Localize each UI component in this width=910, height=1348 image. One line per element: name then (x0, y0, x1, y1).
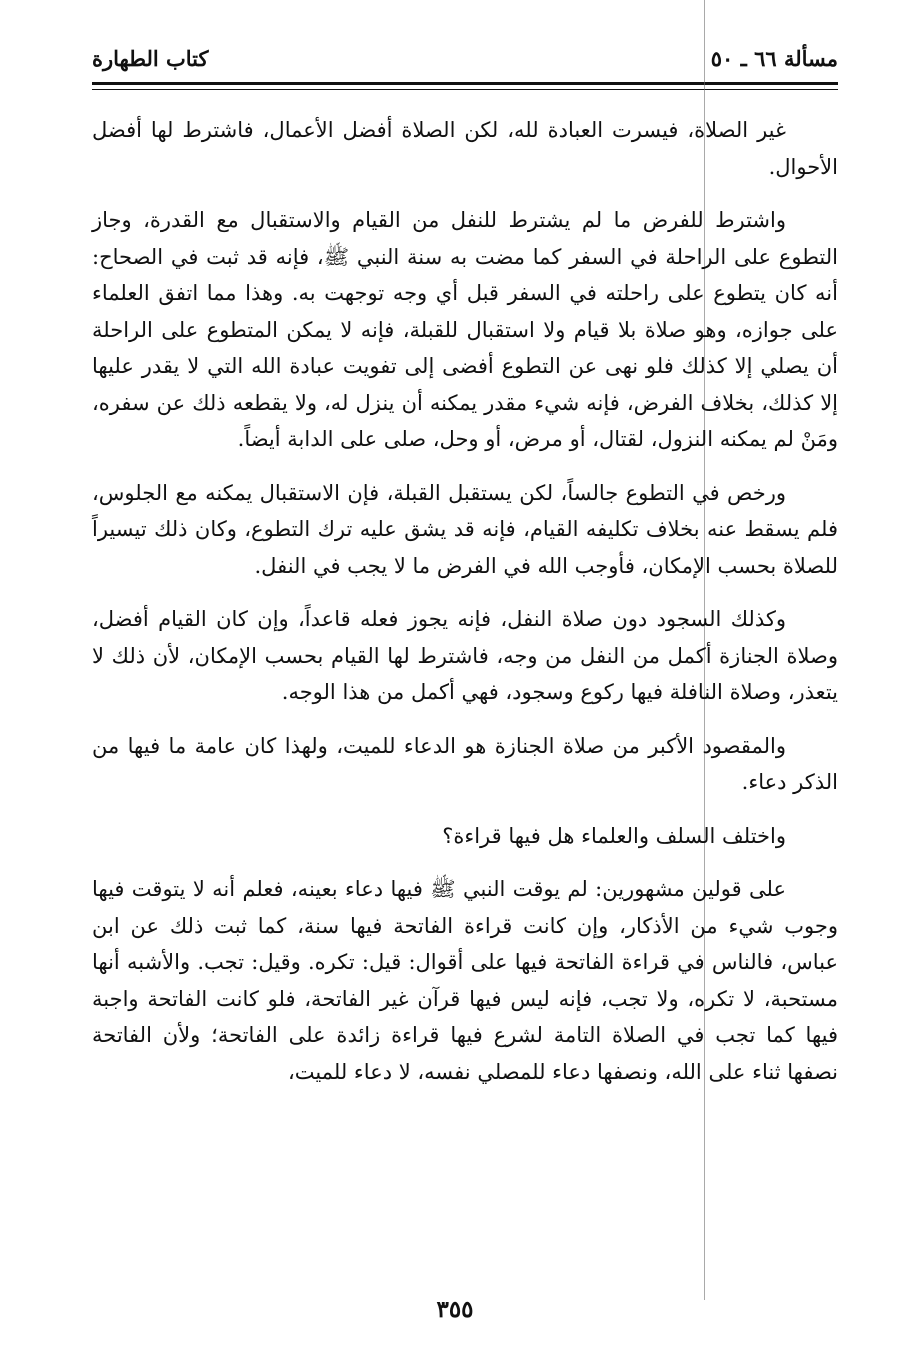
paragraph-6: واختلف السلف والعلماء هل فيها قراءة؟ (442, 823, 786, 848)
paragraph-7: على قولين مشهورين: لم يوقت النبي ﷺ فيها دعاء بعينه، فعلم أنه لا يتوقت فيها وجوب شيء من الأذكار، وإن كانت قراءة الفاتحة فيها سنة، كما ثبت ذلك عن ابن عباس، فالناس في قراءة الفاتحة فيها على أقوال: قيل: تكره. وقيل: تجب. والأشبه أنها مستحبة، لا تكره، ولا تجب، فإنه ليس فيها قرآن غير الفاتحة، فلو كانت الفاتحة واجبة فيها كما تجب في الصلاة التامة لشرع فيها قراءة زائدة على الفاتحة؛ ولأن الفاتحة نصفها ثناء على الله، ونصفها دعاء للمصلي نفسه، لا دعاء للميت، (92, 877, 839, 1084)
header-rule-thin (92, 89, 838, 90)
paragraph-4: وكذلك السجود دون صلاة النفل، فإنه يجوز فعله قاعداً، وإن كان القيام أفضل، وصلاة الجنازة أكمل من النفل من وجه، فاشترط لها القيام بحسب الإمكان، لأن ذلك لا يتعذر، وصلاة النافلة فيها ركوع وسجود، فهي أكمل من هذا الوجه. (92, 607, 838, 704)
header-question-range: مسألة ٦٦ ـ ٥٠ (710, 46, 838, 71)
header-rule-thick (92, 82, 838, 85)
page-number: ٣٥٥ (436, 1296, 474, 1323)
paragraph-2: واشترط للفرض ما لم يشترط للنفل من القيام والاستقبال مع القدرة، وجاز التطوع على الراحلة في السفر كما مضت به سنة النبي ﷺ، فإنه قد ثبت في الصحاح: أنه كان يتطوع على راحلته في السفر قبل أي وجه توجهت به. وهذا مما اتفق العلماء على جوازه، وهو صلاة بلا قيام ولا استقبال للقبلة، فإنه لا يمكن المتطوع على الراحلة أن يصلي إلا كذلك فلو نهى عن التطوع أفضى إلى تفويت عبادة الله التي لا يقدر عليها إلا كذلك، بخلاف الفرض، فإنه شيء مقدر يمكنه أن ينزل له، ولا يقطعه ذلك عن سفره، ومَنْ لم يمكنه النزول، لقتال، أو مرض، أو وحل، صلى على الدابة أيضاً. (92, 208, 838, 451)
paragraph-1: غير الصلاة، فيسرت العبادة لله، لكن الصلاة أفضل الأعمال، فاشترط لها أفضل الأحوال. (92, 118, 838, 179)
page-body (92, 112, 838, 1107)
paragraph-3: ورخص في التطوع جالساً، لكن يستقبل القبلة، فإن الاستقبال يمكنه مع الجلوس، فلم يسقط عنه بخلاف تكليفه القيام، فإنه قد يشق عليه ترك التطوع، وكان ذلك تيسيراً للصلاة بحسب الإمكان، فأوجب الله في الفرض ما لا يجب في النفل. (92, 480, 838, 578)
header-section-title: كتاب الطهارة (92, 46, 209, 71)
paragraph-5: والمقصود الأكبر من صلاة الجنازة هو الدعاء للميت، ولهذا كان عامة ما فيها من الذكر دعاء. (92, 733, 838, 794)
running-header (92, 40, 838, 78)
